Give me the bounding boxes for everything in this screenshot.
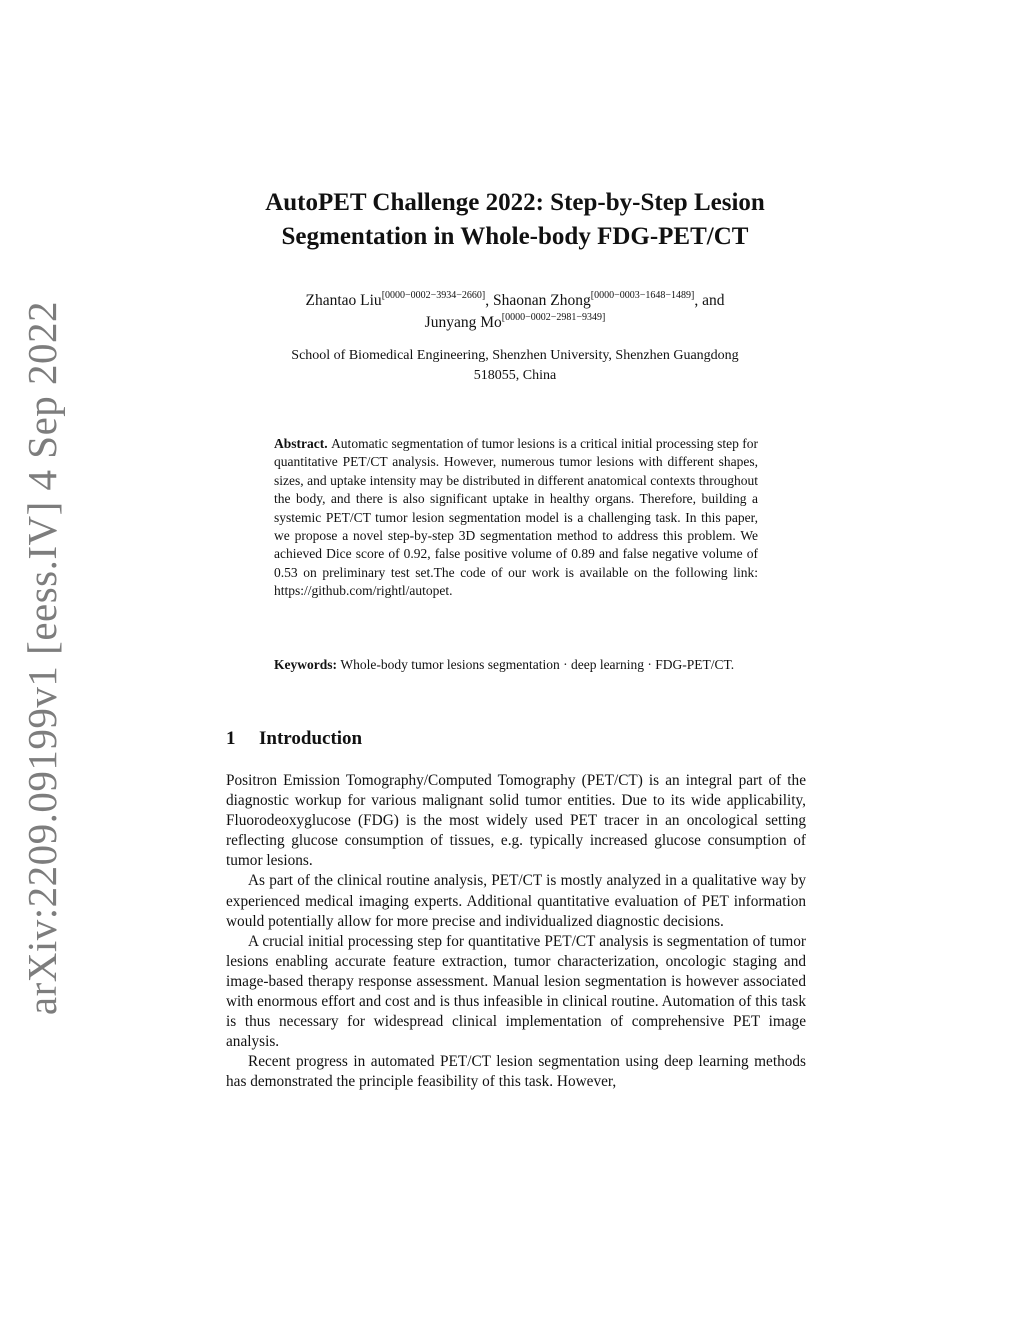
arxiv-sidebar-stamp [12,300,72,1015]
section-number: 1 [226,728,236,749]
title-line-1: AutoPET Challenge 2022: Step-by-Step Lesion [265,189,765,216]
orcid-id: [0000−0003−1648−1489] [590,290,695,301]
paper-title [200,186,830,254]
author-name: , Shaonan Zhong [485,292,591,309]
abstract-label: Abstract. [274,436,328,451]
affiliation-line-2: 518055, China [473,368,557,383]
keywords-text: Whole-body tumor lesions segmentation · deep learning · FDG-PET/CT. [340,657,735,672]
author-name: Zhantao Liu [305,292,382,309]
author-line-2 [200,312,830,334]
keywords-label: Keywords: [274,657,337,672]
author-list [200,290,830,334]
keywords [274,656,758,674]
affiliation-line-1: School of Biomedical Engineering, Shenzhen University, Shenzhen Guangdong [291,348,739,363]
section-heading [226,728,806,750]
abstract [274,435,758,601]
title-line-2: Segmentation in Whole-body FDG-PET/CT [281,223,749,250]
paragraph: A crucial initial processing step for quantitative PET/CT analysis is segmentation of tumor lesions enabling accurate feature extraction, tumor characterization, oncologic staging and image-based therapy response assessment. Manual lesion segmentation is however associated with enormous effort and cost and is thus infeasible in clinical routine. Automation of this task is thus necessary for widespread clinical implementation of comprehensive PET image analysis. [226,932,806,1051]
section-title: Introduction [259,728,363,749]
paragraph: As part of the clinical routine analysis, PET/CT is mostly analyzed in a qualitative way by experienced medical imaging experts. Additional quantitative evaluation of PET information would potentially allow for more precise and individualized diagnostic decisions. [226,872,806,930]
abstract-text: Automatic segmentation of tumor lesions is a critical initial processing step for quantitative PET/CT analysis. However, numerous tumor lesions with different shapes, sizes, and uptake intensity may be distributed in different anatomical contexts throughout the body, and there is also significant uptake in healthy organs. Therefore, building a systemic PET/CT tumor lesion segmentation model is a challenging task. In this paper, we propose a novel step-by-step 3D segmentation method to address this problem. We achieved Dice score of 0.92, false positive volume of 0.89 and false negative volume of 0.53 on preliminary test set.The code of our work is available on the following link: https://github.com/rightl/autopet. [274,436,758,599]
orcid-id: [0000−0002−2981−9349] [501,312,606,323]
orcid-id: [0000−0002−3934−2660] [381,290,486,301]
paragraph: Positron Emission Tomography/Computed Tomography (PET/CT) is an integral part of the diagnostic workup for various malignant solid tumor entities. Due to its wide applicability, Fluorodeoxyglucose (FDG) is the most widely used PET tracer in an oncological setting reflecting glucose consumption of tissues, e.g. typically increased glucose consumption of tumor lesions. [226,772,806,870]
author-name: Junyang Mo [424,314,502,331]
paragraph: Recent progress in automated PET/CT lesion segmentation using deep learning methods has demonstrated the principle feasibility of this task. However, [226,1053,806,1091]
arxiv-id: arXiv:2209.09199v1 [eess.IV] 4 Sep 2022 [19,300,65,1015]
introduction-body [226,771,806,1093]
author-line-1 [200,290,830,312]
author-conjunction: , and [694,292,725,309]
affiliation [200,346,830,386]
